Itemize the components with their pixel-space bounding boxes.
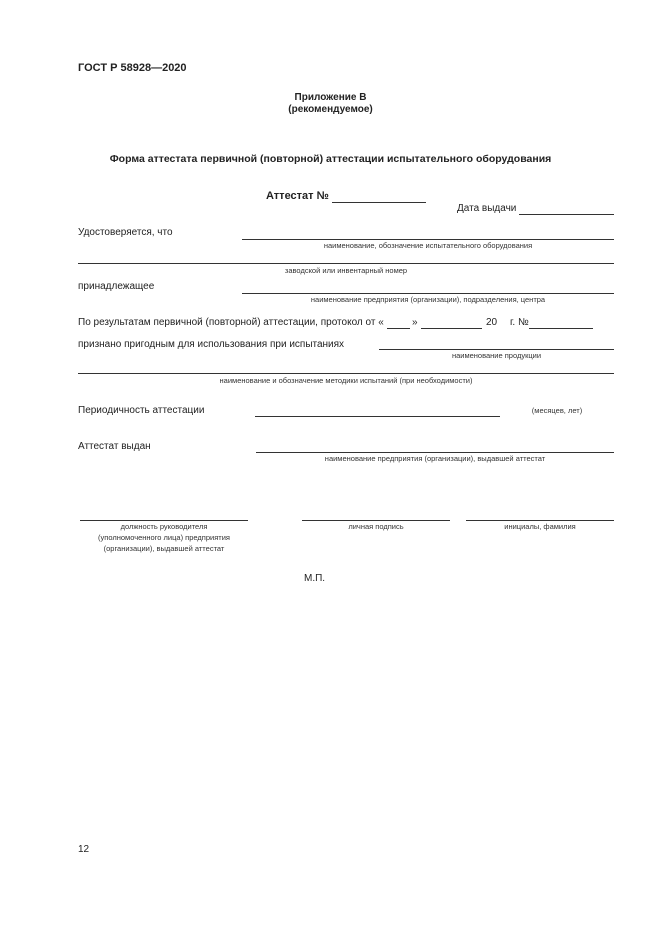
issued-by-label: Аттестат выдан — [78, 441, 151, 452]
standard-number: ГОСТ Р 58928—2020 — [78, 62, 187, 74]
appendix-title: Приложение В — [294, 92, 367, 103]
issue-date-label: Дата выдачи — [457, 203, 517, 214]
periodicity-line[interactable] — [255, 416, 500, 417]
page-number: 12 — [78, 844, 90, 855]
serial-line[interactable] — [78, 263, 614, 264]
issue-date-line[interactable] — [519, 214, 614, 215]
method-caption: наименование и обозначение методики испытаний (при необходимости) — [219, 376, 473, 385]
stamp-label: М.П. — [304, 573, 326, 584]
certificate-label: Аттестат № — [266, 190, 329, 202]
certify-label: Удостоверяется, что — [78, 227, 173, 238]
issuer-line[interactable] — [256, 452, 614, 453]
product-caption: наименование продукции — [451, 351, 542, 360]
quote-close: » — [412, 317, 418, 328]
number-label: г. № — [510, 317, 529, 328]
belongs-label: принадлежащее — [78, 281, 155, 292]
enterprise-line[interactable] — [242, 293, 614, 294]
protocol-number-line[interactable] — [529, 328, 593, 329]
certificate-number-line[interactable] — [332, 202, 426, 203]
name-caption: инициалы, фамилия — [504, 522, 576, 531]
recognized-label: признано пригодным для использования при испытаниях — [78, 339, 345, 350]
protocol-day-line[interactable] — [387, 328, 410, 329]
periodicity-label: Периодичность аттестации — [78, 405, 205, 416]
position-caption-1: должность руководителя — [120, 522, 208, 531]
periodicity-units: (месяцев, лет) — [531, 406, 583, 415]
position-caption-3: (организации), выдавшей аттестат — [103, 544, 225, 553]
name-line[interactable] — [466, 520, 614, 521]
product-line[interactable] — [379, 349, 614, 350]
form-title: Форма аттестата первичной (повторной) аттестации испытательного оборудования — [109, 153, 552, 165]
enterprise-caption: наименование предприятия (организации), подразделения, центра — [310, 295, 546, 304]
position-caption-2: (уполномоченного лица) предприятия — [98, 533, 230, 542]
signature-caption: личная подпись — [348, 522, 404, 531]
position-line[interactable] — [80, 520, 248, 521]
serial-caption: заводской или инвентарный номер — [284, 266, 408, 275]
equipment-caption: наименование, обозначение испытательного оборудования — [323, 241, 533, 250]
method-line[interactable] — [78, 373, 614, 374]
signature-line[interactable] — [302, 520, 450, 521]
equipment-line[interactable] — [242, 239, 614, 240]
issuer-caption: наименование предприятия (организации), выдавшей аттестат — [324, 454, 546, 463]
year-prefix: 20 — [486, 317, 498, 328]
results-text: По результатам первичной (повторной) аттестации, протокол от « — [78, 317, 384, 328]
appendix-subtitle: (рекомендуемое) — [288, 104, 373, 115]
protocol-month-line[interactable] — [421, 328, 482, 329]
